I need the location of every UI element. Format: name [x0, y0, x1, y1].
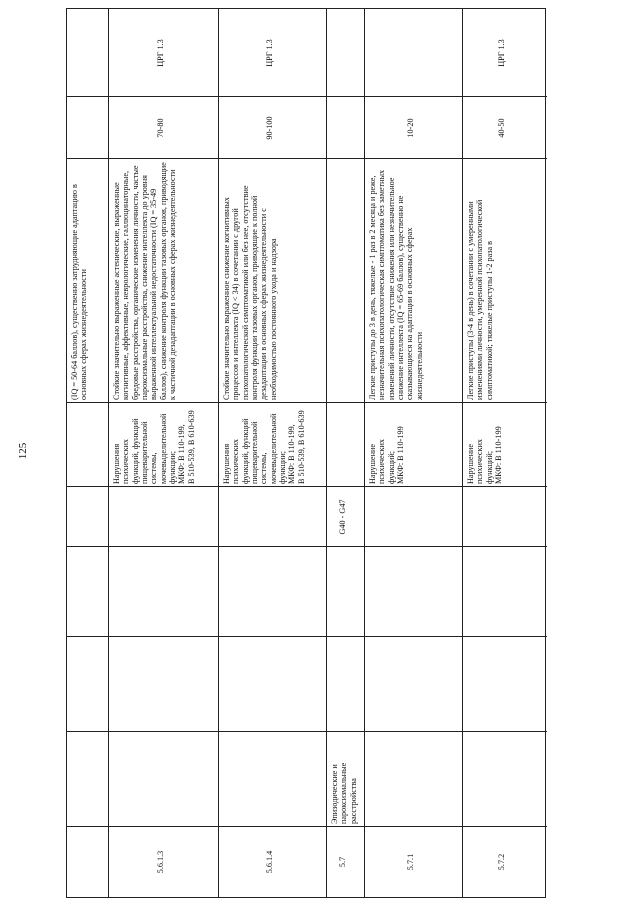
- cell-text-percent: 90-100: [265, 116, 274, 140]
- cell-text-code: 5.7: [338, 856, 347, 868]
- table-cell-code: [67, 827, 108, 897]
- cell-text-funcs: Нарушение психических функций; МКФ: В 110-199: [368, 426, 406, 484]
- table-cell-code: [109, 827, 218, 897]
- cell-text-funcs: Нарушение психических функций; МКФ: В 110-199: [466, 426, 504, 484]
- cell-text-funcs: Нарушения психических функций, функций пищеварительной системы, мочевыделительной функции; МКФ: В 110-199, В 510-539, В 610-639: [222, 410, 306, 484]
- table-cell-name: [109, 732, 218, 827]
- table-cell-percent: [327, 97, 364, 159]
- table-cell-code: [219, 827, 326, 897]
- table-row: [67, 9, 109, 897]
- page-number: 125: [17, 442, 29, 460]
- table-cell-c3: [365, 637, 462, 732]
- table-cell-desc: [365, 159, 462, 403]
- table-cell-c4: [67, 547, 108, 637]
- table-cell-code: [327, 827, 364, 897]
- table-cell-name: [327, 732, 364, 827]
- table-cell-desc: [109, 159, 218, 403]
- table-cell-c4: [109, 547, 218, 637]
- cell-text-code: 5.7.1: [406, 853, 415, 871]
- table-cell-c3: [219, 637, 326, 732]
- cell-text-criterion: ЦРГ 1.3: [497, 39, 506, 67]
- table-row: [463, 9, 547, 897]
- table-cell-c3: [463, 637, 547, 732]
- table-row: [219, 9, 327, 897]
- table-cell-criterion: [219, 9, 326, 97]
- cell-text-funcs: Нарушения психических функций, функций пищеварительной системы, мочевыделительной функции; МКФ: В 110-199, В 510-539, В 610-639: [112, 410, 196, 484]
- cell-text-desc: Легкие приступы до 3 в день, тяжелые - 1 раз в 2 месяца и реже, незначительная психопатологическая симптоматика без заметных изменений личности, отсутствие снижения или незначительное снижение интеллекта (IQ = 65-69 баллов), существенно не сказывающиеся на адаптации в основных сферах жизнедеятельности: [368, 167, 424, 400]
- table-cell-icd: [327, 487, 364, 547]
- cell-text-code: 5.6.1.4: [265, 850, 274, 874]
- table-cell-funcs: [463, 403, 547, 487]
- table-cell-c3: [109, 637, 218, 732]
- cell-text-code: 5.6.1.3: [156, 850, 165, 874]
- cell-text-desc: Легкие приступы (3-4 в день) в сочетании с умеренными изменениями личности, умеренной психопатологической симптоматикой; тяжелые приступы 1-2 раза в: [466, 197, 494, 400]
- table-cell-criterion: [67, 9, 108, 97]
- cell-text-name: Эпизодические и пароксизмальные расстройства: [330, 760, 358, 824]
- table-cell-funcs: [327, 403, 364, 487]
- cell-text-desc: Стойкие значительно выраженные астенические, выраженные когнитивные, аффективные, неврологические, галлюцинаторные, бредовые расстройства, органические изменения личности, частые пароксизмальные расстройства, снижение интеллекта до уровня выраженной интеллектуальной недостаточности (IQ = 35-49 баллов), снижение контроля функции тазовых органов, приводящие к частичной дезадаптации в основных сферах жизнедеятельности: [112, 160, 178, 400]
- table-cell-desc: [463, 159, 547, 403]
- table-cell-percent: [109, 97, 218, 159]
- table-cell-criterion: [109, 9, 218, 97]
- cell-text-icd: G40 - G47: [338, 499, 347, 535]
- table-cell-desc: [219, 159, 326, 403]
- cell-text-desc: (IQ = 50-64 баллов), существенно затрудняющие адаптацию в основных сферах жизнедеятельности: [70, 182, 89, 400]
- table-cell-c3: [327, 637, 364, 732]
- cell-text-desc: Стойкие значительно выраженное снижение когнитивных процессов и интеллекта (IQ < 34) в сочетании с другой психопатологической симптоматикой или без нее, отсутствие контроля функции тазовых органов, приводящие к полной дезадаптации в основных сферах жизнедеятельности с необходимостью постоянного ухода и надзора: [222, 183, 278, 400]
- table-row: [109, 9, 219, 897]
- table-cell-funcs: [365, 403, 462, 487]
- table-cell-percent: [219, 97, 326, 159]
- table-cell-desc: [67, 159, 108, 403]
- table-cell-name: [219, 732, 326, 827]
- table-cell-icd: [109, 487, 218, 547]
- table-cell-c3: [67, 637, 108, 732]
- cell-text-criterion: ЦРГ 1.3: [156, 39, 165, 67]
- table-cell-funcs: [109, 403, 218, 487]
- cell-text-code: 5.7.2: [497, 853, 506, 871]
- table-row: [365, 9, 463, 897]
- table-cell-percent: [365, 97, 462, 159]
- cell-text-percent: 10-20: [406, 118, 415, 138]
- table-cell-c4: [219, 547, 326, 637]
- table-cell-criterion: [327, 9, 364, 97]
- table-cell-name: [67, 732, 108, 827]
- table-cell-icd: [365, 487, 462, 547]
- table-cell-criterion: [365, 9, 462, 97]
- table-cell-icd: [219, 487, 326, 547]
- table-cell-percent: [67, 97, 108, 159]
- table-cell-icd: [67, 487, 108, 547]
- cell-text-criterion: ЦРГ 1.3: [265, 39, 274, 67]
- table-cell-name: [463, 732, 547, 827]
- table-cell-code: [365, 827, 462, 897]
- table-cell-c4: [463, 547, 547, 637]
- table-cell-code: [463, 827, 547, 897]
- cell-text-percent: 40-50: [497, 118, 506, 138]
- table-cell-c4: [327, 547, 364, 637]
- table-cell-icd: [463, 487, 547, 547]
- table-cell-percent: [463, 97, 547, 159]
- table-row: [327, 9, 365, 897]
- table-cell-name: [365, 732, 462, 827]
- table-cell-c4: [365, 547, 462, 637]
- table-cell-funcs: [67, 403, 108, 487]
- table-cell-funcs: [219, 403, 326, 487]
- cell-text-percent: 70-80: [156, 118, 165, 138]
- classification-table: [66, 8, 546, 898]
- table-cell-criterion: [463, 9, 547, 97]
- table-cell-desc: [327, 159, 364, 403]
